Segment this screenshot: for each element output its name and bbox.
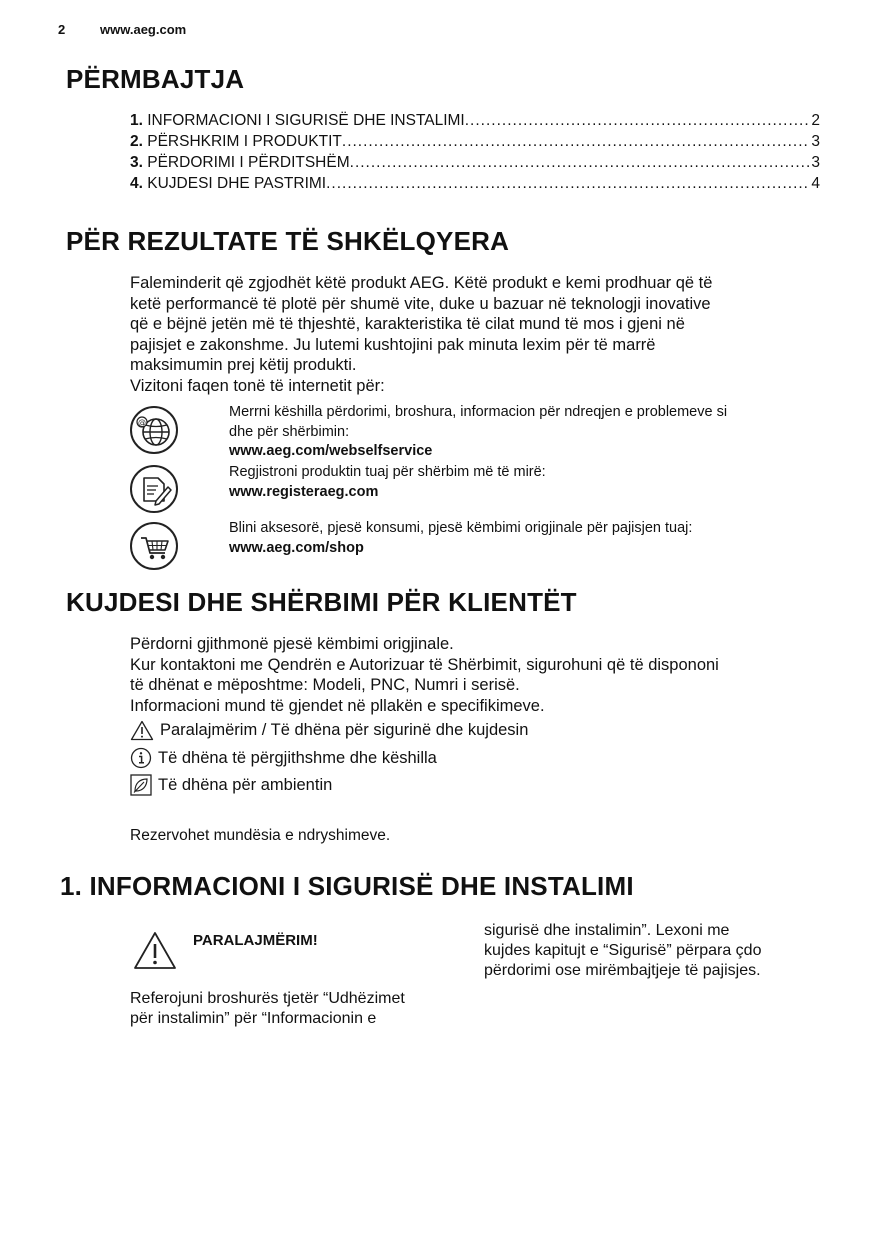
symbol-text: Të dhëna të përgjithshme dhe këshilla	[158, 748, 437, 767]
safety-line: kujdes kapitujt e “Sigurisë” përpara çdo	[484, 942, 762, 959]
service-text: Blini aksesorë, pjesë konsumi, pjesë këmbimi origjinale për pajisjen tuaj:	[229, 520, 693, 536]
table-of-contents	[130, 112, 820, 196]
toc-item-label: INFORMACIONI I SIGURISË DHE INSTALIMI	[147, 112, 465, 129]
page-header	[58, 22, 186, 37]
webselfservice-link[interactable]: www.aeg.com/webselfservice	[229, 443, 433, 459]
service-shop	[229, 519, 819, 558]
safety-line: sigurisë dhe instalimin”. Lexoni me	[484, 922, 730, 939]
symbol-warning-row	[130, 720, 528, 741]
safety-line: për instalimin” për “Informacionin e	[130, 1010, 377, 1027]
toc-title: PËRMBAJTJA	[66, 64, 245, 94]
toc-item-label: PËRSHKRIM I PRODUKTIT	[147, 133, 342, 150]
care-text	[130, 634, 820, 716]
toc-item[interactable]	[130, 175, 820, 196]
intro-line: Vizitoni faqen tonë të internetit për:	[130, 376, 385, 395]
toc-item[interactable]	[130, 154, 820, 175]
toc-leader	[326, 175, 809, 193]
intro-line: pajisjet e zakonshme. Ju lutemi kushtojini pak minuta lexim për të marrë	[130, 335, 656, 354]
register-icon	[130, 465, 178, 513]
symbol-text: Paralajmërim / Të dhëna për sigurinë dhe kujdesin	[160, 721, 529, 739]
safety-line: Referojuni broshurës tjetër “Udhëzimet	[130, 990, 405, 1007]
globe-icon	[130, 406, 178, 454]
toc-item-page: 4	[811, 175, 820, 192]
toc-leader	[465, 112, 810, 130]
service-text: Merrni këshilla përdorimi, broshura, informacion për ndreqjen e problemeve si	[229, 404, 728, 420]
symbol-leaf-row	[130, 774, 332, 796]
symbol-info-row	[130, 747, 437, 769]
toc-item-number: 4.	[130, 175, 143, 192]
safety-title: 1. INFORMACIONI I SIGURISË DHE INSTALIMI	[60, 871, 634, 901]
intro-line: që e bëjnë jetën më të thjeshtë, karakteristika të cilat mund të mos i gjeni në	[130, 315, 685, 334]
safety-left-column	[130, 989, 450, 1029]
toc-item-page: 2	[811, 112, 820, 129]
toc-leader	[350, 154, 810, 172]
warning-icon	[130, 720, 154, 741]
care-line: Kur kontaktoni me Qendrën e Autorizuar të Shërbimit, sigurohuni që të dispononi	[130, 655, 719, 674]
toc-item-number: 1.	[130, 112, 143, 129]
toc-item-label: KUJDESI DHE PASTRIMI	[147, 175, 327, 192]
toc-item-page: 3	[811, 133, 820, 150]
care-line: të dhënat e mëposhtme: Modeli, PNC, Numri i serisë.	[130, 676, 520, 695]
toc-item-number: 2.	[130, 133, 143, 150]
results-intro	[130, 273, 820, 397]
intro-line: Faleminderit që zgjodhët këtë produkt AEG. Këtë produkt e kemi prodhuar që të	[130, 274, 713, 292]
safety-right-column	[484, 921, 824, 981]
info-icon	[130, 747, 152, 769]
service-text: Regjistroni produktin tuaj për shërbim më të mirë:	[229, 464, 546, 480]
shop-link[interactable]: www.aeg.com/shop	[229, 539, 364, 556]
registeraeg-link[interactable]: www.registeraeg.com	[229, 483, 379, 500]
service-register	[229, 463, 819, 502]
toc-item[interactable]	[130, 112, 820, 133]
service-support	[229, 403, 819, 462]
symbol-text: Të dhëna për ambientin	[158, 775, 333, 794]
toc-leader	[342, 133, 809, 151]
intro-line: ketë performancë të plotë për shumë vite, duke u bazuar në teknologji inovative	[130, 294, 711, 313]
toc-item-label: PËRDORIMI I PËRDITSHËM	[147, 154, 350, 171]
reserved-note	[130, 826, 820, 847]
svg-text:@: @	[138, 418, 146, 427]
service-text: dhe për shërbimin:	[229, 423, 350, 440]
toc-item[interactable]	[130, 133, 820, 154]
results-title: PËR REZULTATE TË SHKËLQYERA	[66, 226, 510, 256]
care-line: Përdorni gjithmonë pjesë këmbimi origjinale.	[130, 635, 454, 653]
toc-item-number: 3.	[130, 154, 143, 171]
safety-line: përdorimi ose mirëmbajtjeje të pajisjes.	[484, 962, 761, 979]
warning-icon	[133, 931, 177, 970]
care-title: KUJDESI DHE SHËRBIMI PËR KLIENTËT	[66, 587, 577, 617]
warning-label: PARALAJMËRIM!	[193, 932, 318, 949]
leaf-icon	[130, 774, 152, 796]
care-line: Informacioni mund të gjendet në pllakën e specifikimeve.	[130, 696, 545, 715]
cart-icon	[130, 522, 178, 570]
toc-item-page: 3	[811, 154, 820, 171]
page-number: 2	[58, 22, 66, 37]
intro-line: maksimumin prej këtij produkti.	[130, 356, 357, 375]
site-url[interactable]: www.aeg.com	[100, 22, 187, 37]
reserved-text: Rezervohet mundësia e ndryshimeve.	[130, 827, 391, 844]
